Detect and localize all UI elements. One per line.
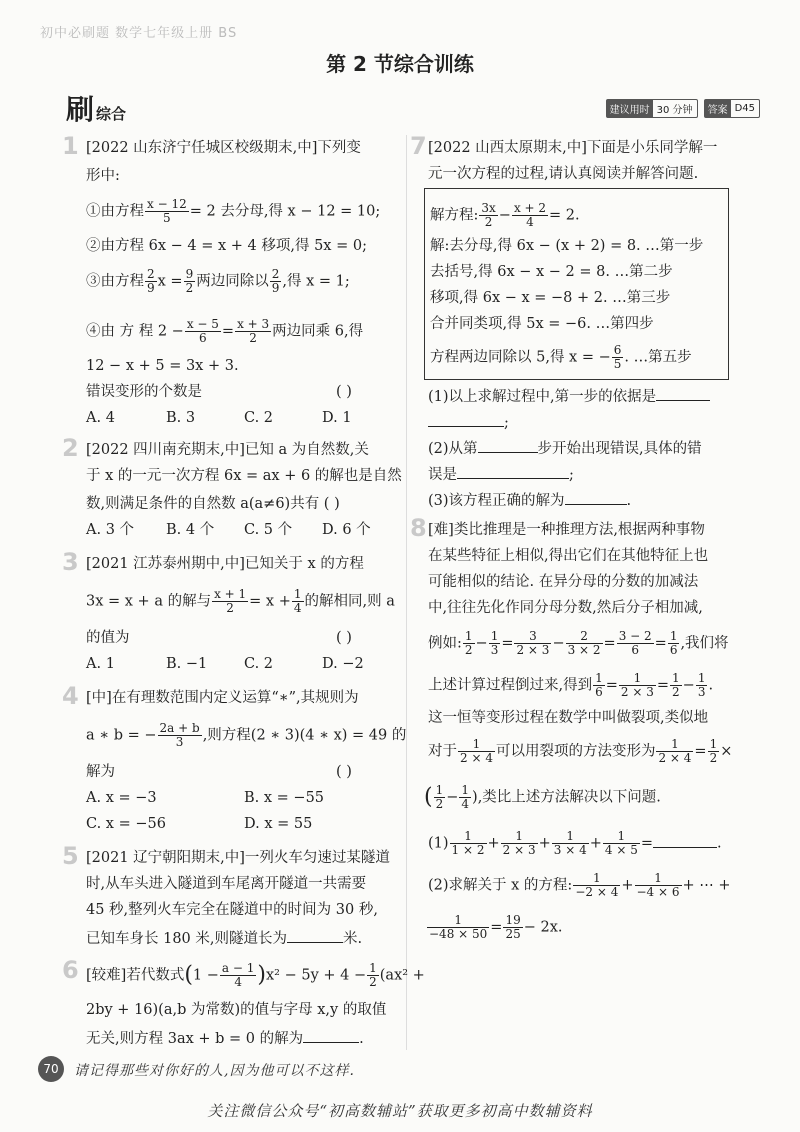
t: = 2. xyxy=(549,207,580,224)
fn: 1 xyxy=(464,629,473,643)
q1-line3: 错误变形的个数是 xyxy=(86,384,202,400)
q1-a1 xyxy=(86,198,380,225)
t: + xyxy=(538,835,551,852)
bottom-watermark-text: 关注微信公众号“初高数辅站”获取更多初高中数辅资料 xyxy=(207,1102,593,1120)
t: − xyxy=(682,677,695,694)
q2-option-a: A. 3 个 xyxy=(86,522,135,538)
fraction xyxy=(566,630,603,657)
q8-line1: [难]类比推理是一种推理方法,根据两种事物 xyxy=(428,522,705,538)
t: + xyxy=(487,835,500,852)
fraction xyxy=(459,784,471,811)
fn: 1 xyxy=(458,738,495,752)
fn: x + 1 xyxy=(214,587,247,601)
fd: 5 xyxy=(163,211,171,225)
q8-line4: 中,往往先化作同分母分数,然后分子相加减, xyxy=(428,600,703,616)
fd: 2 xyxy=(672,685,680,699)
q7-sub1 xyxy=(428,386,710,407)
q7-box-line4: 移项,得 6x − x = −8 + 2. …第三步 xyxy=(430,290,671,306)
t: = xyxy=(221,323,235,340)
q3-line3: 的值为 xyxy=(86,630,130,646)
fn: 1 xyxy=(490,629,499,643)
t: 的解相同,则 a xyxy=(304,593,395,610)
t: + xyxy=(621,877,634,894)
q3-paren: ( ) xyxy=(336,630,352,646)
fd: 3 × 4 xyxy=(553,843,587,857)
fraction xyxy=(292,588,304,615)
q7-line1: [2022 山西太原期末,中]下面是小乐同学解一 xyxy=(428,140,718,156)
q1-a4 xyxy=(86,318,363,345)
t: ③由方程 xyxy=(86,273,144,290)
t: 方程两边同除以 5,得 x = − xyxy=(430,349,611,366)
q7-box-line6 xyxy=(430,344,692,371)
fd: −2 × 4 xyxy=(575,885,619,899)
q3-option-d: D. −2 xyxy=(322,656,364,672)
fd: 2 xyxy=(464,643,473,657)
t: 上述计算过程倒过来,得到 xyxy=(428,677,593,694)
q7-number: 7 xyxy=(410,132,427,160)
fraction xyxy=(503,914,522,941)
fraction xyxy=(458,738,495,765)
q7-box-line2: 解:去分母,得 6x − (x + 2) = 8. …第一步 xyxy=(430,238,704,254)
t: ①由方程 xyxy=(86,203,144,220)
fd: 2 xyxy=(435,797,444,811)
fn: 6 xyxy=(613,343,622,357)
fd: 6 xyxy=(669,643,678,657)
q7-sub2-line2 xyxy=(428,464,574,485)
q8-line9 xyxy=(424,784,661,811)
fd: −4 × 6 xyxy=(636,885,680,899)
fn: 1 xyxy=(619,672,656,686)
fn: 1 xyxy=(672,671,680,685)
t: − xyxy=(475,635,488,652)
column-divider xyxy=(406,135,407,1050)
q1-line2: 形中: xyxy=(86,168,120,184)
q4-line3: 解为 xyxy=(86,764,115,780)
t: ,我们将 xyxy=(680,635,729,652)
t: − 2x. xyxy=(523,919,563,936)
q3-option-b: B. −1 xyxy=(166,656,208,672)
fd: 6 xyxy=(631,643,639,657)
fd: −48 × 50 xyxy=(429,927,488,941)
fraction xyxy=(696,672,708,699)
t: 例如: xyxy=(428,635,462,652)
fraction xyxy=(463,630,475,657)
answer-blank[interactable] xyxy=(653,833,717,848)
t: = xyxy=(640,835,653,852)
q8-part2 xyxy=(428,872,731,899)
fd: 1 × 2 xyxy=(451,843,485,857)
q4-option-b: B. x = −55 xyxy=(244,790,325,806)
t: = xyxy=(694,743,707,760)
time-badge xyxy=(606,99,698,118)
t: ; xyxy=(569,467,574,483)
fd: 5 xyxy=(613,357,622,371)
q8-line3: 可能相似的结论. 在异分母的分数的加减法 xyxy=(428,574,699,590)
t: 1 − xyxy=(192,967,219,984)
fn: 1 xyxy=(603,830,640,844)
answer-blank[interactable] xyxy=(457,464,569,479)
section-title: 第 2 节综合训练 xyxy=(326,52,474,76)
q6-line3 xyxy=(86,1028,364,1049)
t: 误是 xyxy=(428,467,457,483)
fn: x − 12 xyxy=(147,197,187,211)
q1-paren: ( ) xyxy=(336,384,352,400)
fn: 3 xyxy=(514,630,551,644)
q8-line7: 这一恒等变形过程在数学中叫做裂项,类似地 xyxy=(428,710,709,726)
fraction xyxy=(617,630,654,657)
q2-option-d: D. 6 个 xyxy=(322,522,371,538)
t: x² − 5y + 4 − xyxy=(265,967,367,984)
fn: 1 xyxy=(501,830,538,844)
fraction xyxy=(434,784,446,811)
fd: 2 xyxy=(369,975,377,989)
brush-title xyxy=(66,88,126,128)
brush-char: 刷 xyxy=(66,93,95,126)
t: a ∗ b = − xyxy=(86,727,157,744)
fd: 4 xyxy=(526,215,534,229)
fraction xyxy=(593,672,605,699)
fraction xyxy=(635,872,682,899)
fd: 2 × 4 xyxy=(460,751,493,765)
fraction xyxy=(450,830,487,857)
t: x = xyxy=(157,273,183,290)
t: + xyxy=(589,835,602,852)
fd: 9 xyxy=(271,281,280,295)
t: = x + xyxy=(249,593,291,610)
fn: 1 xyxy=(709,737,718,751)
t: (3)该方程正确的解为 xyxy=(428,493,565,509)
q8-part1 xyxy=(428,830,722,857)
answer-blank[interactable] xyxy=(478,438,538,453)
q2-number: 2 xyxy=(62,434,79,462)
t: 已知车身长 180 米,则隧道长为 xyxy=(86,931,288,947)
t: 对于 xyxy=(428,743,457,760)
fraction xyxy=(656,738,693,765)
q4-number: 4 xyxy=(62,682,79,710)
t: − xyxy=(552,635,565,652)
fraction xyxy=(670,672,682,699)
q8-line5 xyxy=(428,630,729,657)
fraction xyxy=(619,672,656,699)
q7-sub3 xyxy=(428,490,631,511)
q4-option-c: C. x = −56 xyxy=(86,816,166,832)
fraction xyxy=(612,344,624,371)
fd: 2 xyxy=(709,751,718,765)
t: + ⋯ + xyxy=(682,877,731,894)
q4-paren: ( ) xyxy=(336,764,352,780)
q2-line1: [2022 四川南充期末,中]已知 a 为自然数,关 xyxy=(86,442,369,458)
fn: 19 xyxy=(505,913,521,927)
fd: 4 × 5 xyxy=(604,843,638,857)
motto: 请记得那些对你好的人,因为他可以不这样. xyxy=(74,1063,355,1079)
t: . xyxy=(626,493,632,509)
q5-line2: 时,从车头进入隧道到车尾离开隧道一共需要 xyxy=(86,876,367,892)
fd: 3 xyxy=(490,643,499,657)
q7-sub1-line2 xyxy=(428,412,509,433)
fd: 2 × 4 xyxy=(658,751,692,765)
q7-line2: 元一次方程的过程,请认真阅读并解答问题. xyxy=(428,166,699,182)
fd: 2 xyxy=(226,601,234,615)
q5-line3: 45 秒,整列火车完全在隧道中的时间为 30 秒, xyxy=(86,902,378,918)
fd: 2 × 3 xyxy=(502,843,536,857)
t: 解方程: xyxy=(430,207,479,224)
fd: 6 xyxy=(199,331,207,345)
fn: 1 xyxy=(573,872,620,886)
q5-number: 5 xyxy=(62,842,79,870)
q2-option-c: C. 5 个 xyxy=(244,522,293,538)
fraction xyxy=(668,630,680,657)
fn: x − 5 xyxy=(186,317,219,331)
q5-line1: [2021 辽宁朝阳期末,中]一列火车匀速过某隧道 xyxy=(86,850,390,866)
t: 两边同除以 xyxy=(196,273,269,290)
fraction xyxy=(501,830,538,857)
t: (ax² + xyxy=(379,967,425,984)
fn: 3 − 2 xyxy=(618,629,652,643)
fn: 1 xyxy=(427,914,489,928)
t: = xyxy=(605,677,618,694)
t: = 2 去分母,得 x − 12 = 10; xyxy=(189,203,381,220)
fd: 4 xyxy=(461,797,470,811)
q2-option-b: B. 4 个 xyxy=(166,522,215,538)
t: . xyxy=(716,835,722,852)
fd: 4 xyxy=(293,601,302,615)
t: = xyxy=(501,635,514,652)
fd: 4 xyxy=(234,975,242,989)
q7-box-line1 xyxy=(430,202,580,229)
fraction xyxy=(479,202,497,229)
page-number: 70 xyxy=(38,1056,64,1082)
fn: 1 xyxy=(435,783,444,797)
t: 步开始出现错误,具体的错 xyxy=(537,441,702,457)
q8-line8 xyxy=(428,738,732,765)
q8-line2: 在某些特征上相似,得出它们在其他特征上也 xyxy=(428,548,709,564)
q3-line2 xyxy=(86,588,395,615)
t: − xyxy=(446,789,459,806)
t: = xyxy=(490,919,503,936)
ans-key: 答案 xyxy=(705,100,731,117)
book-header: 初中必刷题 数学七年级上册 BS xyxy=(40,26,238,41)
t: − xyxy=(498,207,511,224)
q3-line1: [2021 江苏泰州期中,中]已知关于 x 的方程 xyxy=(86,556,364,572)
q2-line2: 于 x 的一元一次方程 6x = ax + 6 的解也是自然 xyxy=(86,468,402,484)
fn: x + 3 xyxy=(237,317,270,331)
fraction xyxy=(158,722,202,749)
fraction xyxy=(145,268,157,295)
t: = xyxy=(654,635,667,652)
fd: 25 xyxy=(505,927,521,941)
q4-option-a: A. x = −3 xyxy=(86,790,157,806)
q1-option-c: C. 2 xyxy=(244,410,274,426)
t: . xyxy=(359,1031,364,1047)
fraction xyxy=(573,872,620,899)
t: = xyxy=(656,677,670,694)
q4-line2 xyxy=(86,722,406,749)
fn: 2 xyxy=(271,267,280,281)
fd: 3 xyxy=(697,685,706,699)
fn: x + 2 xyxy=(513,201,547,215)
t: ),类比上述方法解决以下问题. xyxy=(472,789,661,806)
t: 可以用裂项的方法变形为 xyxy=(495,743,656,760)
fn: 1 xyxy=(656,738,693,752)
q2-line3: 数,则满足条件的自然数 a(a≠6)共有 ( ) xyxy=(86,496,340,512)
fraction xyxy=(512,202,548,229)
q1-a2: ②由方程 6x − 4 = x + 4 移项,得 5x = 0; xyxy=(86,238,367,254)
fn: a − 1 xyxy=(221,961,255,975)
t: (1)以上求解过程中,第一步的依据是 xyxy=(428,389,657,405)
fd: 2 xyxy=(249,331,257,345)
answer-blank[interactable] xyxy=(565,490,627,505)
fn: 2 xyxy=(147,267,155,281)
fd: 9 xyxy=(147,281,155,295)
fn: 1 xyxy=(552,830,589,844)
fn: 1 xyxy=(595,671,603,685)
fd: 3 xyxy=(175,735,184,749)
fraction xyxy=(552,830,589,857)
fd: 2 xyxy=(484,215,493,229)
fn: 1 xyxy=(293,587,302,601)
t: ,则方程(2 ∗ 3)(4 ∗ x) = 49 的 xyxy=(202,727,407,744)
paren-close: ) xyxy=(257,962,266,988)
fn: 3x xyxy=(481,201,496,215)
answer-badge xyxy=(704,99,760,118)
t: (2)求解关于 x 的方程: xyxy=(428,877,573,894)
time-key: 建议用时 xyxy=(607,100,653,117)
fraction xyxy=(185,318,221,345)
q1-option-b: B. 3 xyxy=(166,410,196,426)
fd: 6 xyxy=(595,685,603,699)
ans-val: D45 xyxy=(734,103,755,114)
q4-line1: [中]在有理数范围内定义运算“∗”,其规则为 xyxy=(86,690,359,706)
q3-number: 3 xyxy=(62,548,79,576)
t: = xyxy=(603,635,616,652)
t: ,得 x = 1; xyxy=(282,273,350,290)
fn: 1 xyxy=(450,830,487,844)
t: (2)从第 xyxy=(428,441,478,457)
q6-line1 xyxy=(86,962,425,989)
answer-blank[interactable] xyxy=(656,386,710,401)
q5-line4 xyxy=(86,928,362,949)
q8-number: 8 xyxy=(410,514,427,542)
q1-number: 1 xyxy=(62,132,79,160)
q3-option-c: C. 2 xyxy=(244,656,274,672)
fd: 3 × 2 xyxy=(567,643,601,657)
fraction xyxy=(270,268,282,295)
fraction xyxy=(220,962,256,989)
fn: 1 xyxy=(369,961,377,975)
t: . …第五步 xyxy=(624,349,692,366)
fn: 1 xyxy=(461,783,470,797)
fd: 2 xyxy=(185,281,194,295)
fraction xyxy=(235,318,271,345)
q7-box-line3: 去括号,得 6x − x − 2 = 8. …第二步 xyxy=(430,264,673,280)
answer-blank[interactable] xyxy=(428,412,504,427)
fraction xyxy=(489,630,501,657)
answer-blank[interactable] xyxy=(287,928,343,943)
t: 两边同乘 6,得 xyxy=(272,323,364,340)
q4-option-d: D. x = 55 xyxy=(244,816,313,832)
q7-sub2 xyxy=(428,438,702,459)
fraction xyxy=(184,268,196,295)
t: ; xyxy=(504,415,509,431)
fraction xyxy=(212,588,248,615)
info-badges xyxy=(606,99,760,118)
fraction xyxy=(603,830,640,857)
fraction xyxy=(427,914,489,941)
t: 无关,则方程 3ax + b = 0 的解为 xyxy=(86,1031,304,1047)
q7-box-line5: 合并同类项,得 5x = −6. …第四步 xyxy=(430,316,654,332)
q8-part2-line2 xyxy=(426,914,563,941)
q6-line2: 2by + 16)(a,b 为常数)的值与字母 x,y 的取值 xyxy=(86,1002,387,1018)
fn: 1 xyxy=(635,872,682,886)
paren-open: ( xyxy=(424,784,433,810)
q3-option-a: A. 1 xyxy=(86,656,115,672)
fraction xyxy=(708,738,720,765)
q1-option-d: D. 1 xyxy=(322,410,352,426)
q1-a3 xyxy=(86,268,350,295)
fn: 1 xyxy=(669,629,678,643)
t: 米. xyxy=(343,931,363,947)
q1-option-a: A. 4 xyxy=(86,410,115,426)
t: . xyxy=(708,677,714,694)
q1-a4-line2: 12 − x + 5 = 3x + 3. xyxy=(86,358,239,374)
q1-line1: [2022 山东济宁任城区校级期末,中]下列变 xyxy=(86,140,361,156)
fn: 2a + b xyxy=(159,721,200,735)
fd: 2 × 3 xyxy=(620,685,654,699)
t: [较难]若代数式 xyxy=(86,967,185,984)
time-val: 30 分钟 xyxy=(656,105,693,116)
fraction xyxy=(514,630,551,657)
brush-sub: 综合 xyxy=(96,105,127,123)
fraction xyxy=(367,962,379,989)
t: (1) xyxy=(428,835,449,852)
fn: 1 xyxy=(697,671,706,685)
answer-blank[interactable] xyxy=(303,1028,359,1043)
t: 3x = x + a 的解与 xyxy=(86,593,212,610)
fn: 9 xyxy=(185,267,194,281)
t: × xyxy=(720,743,733,760)
paren-open: ( xyxy=(184,962,193,988)
fraction xyxy=(145,198,189,225)
q6-number: 6 xyxy=(62,956,79,984)
q8-line6 xyxy=(428,672,713,699)
t: ④由 方 程 2 − xyxy=(86,323,184,340)
fd: 2 × 3 xyxy=(516,643,550,657)
fn: 2 xyxy=(566,630,603,644)
